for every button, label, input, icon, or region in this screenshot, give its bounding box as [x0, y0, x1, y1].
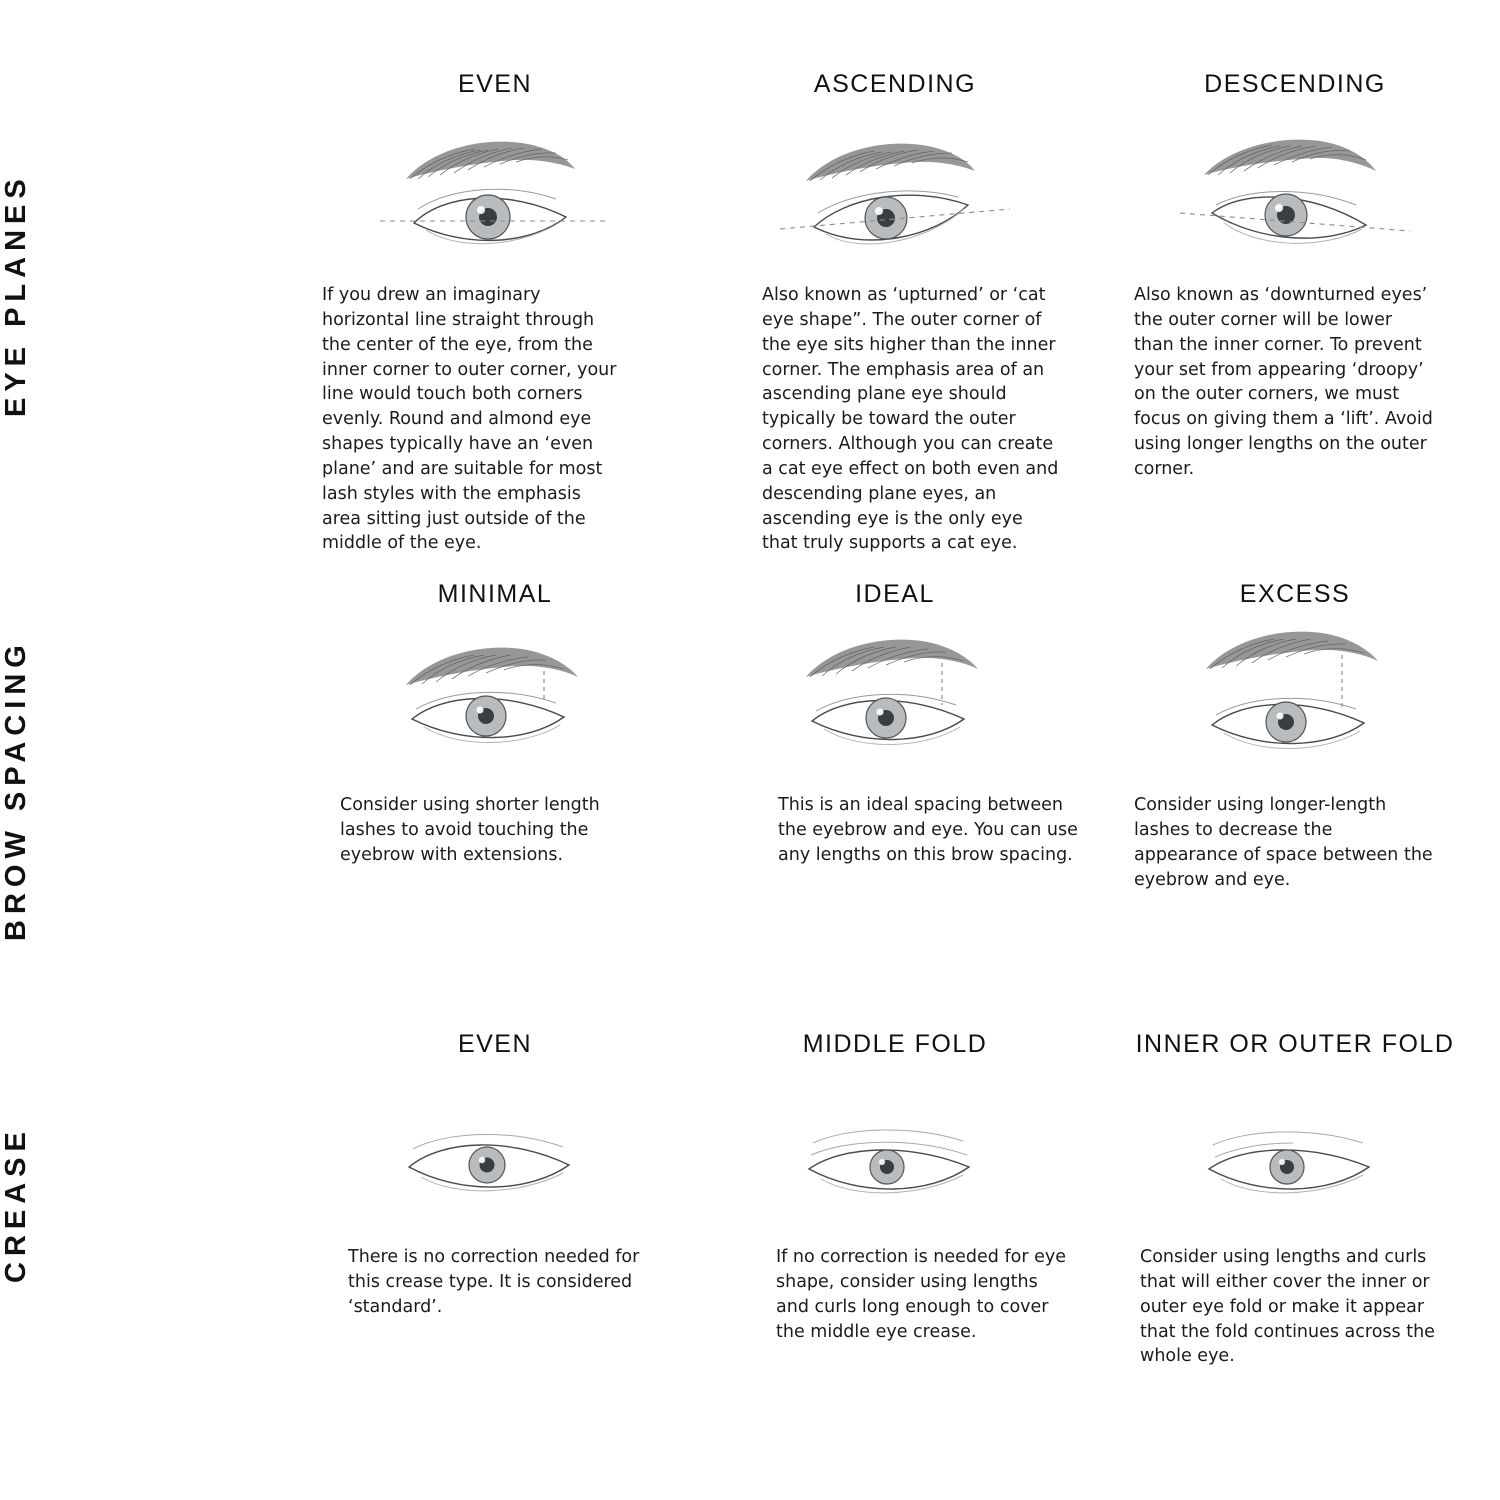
section-label-text: EYE PLANES [0, 173, 32, 417]
section-label-text: CREASE [0, 1126, 32, 1284]
section-label-eye-planes [0, 130, 300, 460]
illustration-wrap [710, 1073, 1080, 1245]
card-description: This is an ideal spacing between the eyebrow and eye. You can use any lengths on this brow spacing. [778, 795, 1078, 865]
card-ascending-plane [710, 70, 1080, 556]
illustration-wrap [310, 1073, 680, 1245]
card-title: EVEN [457, 1030, 533, 1058]
card-title: MIDDLE FOLD [802, 1030, 988, 1058]
illustration-wrap [310, 623, 680, 793]
minimal-brow-spacing-icon [380, 623, 610, 788]
illustration-wrap [710, 623, 1080, 793]
illustration-wrap [1110, 1073, 1480, 1245]
even-plane-eye-icon [370, 113, 620, 283]
card-title: EXCESS [1239, 580, 1351, 608]
even-crease-eye-icon [395, 1125, 595, 1205]
card-even-plane [310, 70, 680, 556]
card-excess-spacing [1110, 580, 1480, 892]
columns-crease [300, 1030, 1500, 1369]
section-crease [0, 1030, 1500, 1450]
card-title: INNER OR OUTER FOLD [1135, 1030, 1455, 1058]
illustration-wrap [310, 113, 680, 283]
card-even-crease [310, 1030, 680, 1369]
card-description: Also known as ‘upturned’ or ‘cat eye shape”. The outer corner of the eye sits higher than the inner corner. The emphasis area of an ascending plane eye should typically be toward the outer corners. Although you can create a cat eye effect on both even and descending plane eyes, an ascending eye is the only eye that truly supports a cat eye. [762, 285, 1059, 554]
card-description: Consider using lengths and curls that will either cover the inner or outer eye fold or make it appear that the fold continues across the whole eye. [1140, 1247, 1435, 1367]
card-title: ASCENDING [813, 70, 977, 98]
card-minimal-spacing [310, 580, 680, 892]
card-ideal-spacing [710, 580, 1080, 892]
illustration-wrap [1110, 623, 1480, 793]
section-label-brow-spacing [0, 610, 300, 970]
card-title: IDEAL [855, 580, 935, 608]
card-description: If no correction is needed for eye shape, consider using lengths and curls long enough to cover the middle eye crease. [776, 1247, 1066, 1342]
card-description: If you drew an imaginary horizontal line straight through the center of the eye, from the inner corner to outer corner, your line would touch both corners evenly. Round and almond eye shapes typically have an ‘even plane’ and are suitable for most lash styles with the emphasis area sitting just outside of the middle of the eye. [322, 285, 617, 554]
illustration-wrap [1110, 113, 1480, 283]
card-middle-fold-crease [710, 1030, 1080, 1369]
section-label-crease [0, 1090, 300, 1320]
ideal-brow-spacing-icon [780, 623, 1010, 788]
inner-outer-fold-crease-eye-icon [1195, 1125, 1395, 1205]
card-title: MINIMAL [437, 580, 553, 608]
illustration-wrap [710, 113, 1080, 283]
descending-plane-eye-icon [1170, 113, 1420, 283]
middle-fold-crease-eye-icon [795, 1125, 995, 1205]
ascending-plane-eye-icon [770, 113, 1020, 283]
columns-eye-planes [300, 70, 1500, 556]
card-description: Consider using shorter length lashes to avoid touching the eyebrow with extensions. [340, 795, 600, 865]
section-brow-spacing [0, 580, 1500, 1000]
card-descending-plane [1110, 70, 1480, 556]
card-inner-outer-fold-crease [1110, 1030, 1480, 1369]
card-description: Also known as ‘downturned eyes’ the outer corner will be lower than the inner corner. To prevent your set from appearing ‘droopy’ on the outer corners, we must focus on giving them a ‘lift’. Avoid using longer lengths on the outer corner. [1134, 285, 1433, 479]
section-label-text: BROW SPACING [0, 639, 32, 941]
card-title: DESCENDING [1204, 70, 1386, 98]
card-description: Consider using longer-length lashes to decrease the appearance of space between the eyebrow and eye. [1134, 795, 1433, 890]
section-eye-planes [0, 70, 1500, 554]
card-title: EVEN [457, 70, 533, 98]
card-description: There is no correction needed for this crease type. It is considered ‘standard’. [348, 1247, 640, 1317]
columns-brow-spacing [300, 580, 1500, 892]
excess-brow-spacing-icon [1180, 623, 1410, 788]
